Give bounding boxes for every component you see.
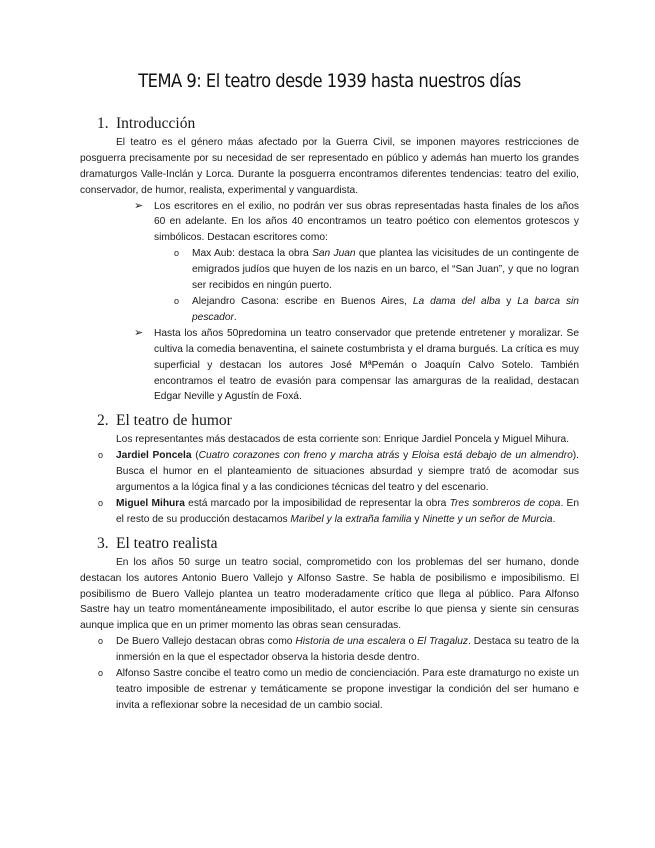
casona-work-2: La barca sin pescador (192, 295, 579, 323)
section-number: 1. (97, 114, 109, 132)
conservative-list-item (80, 326, 579, 406)
jardiel-rest: ). Busca el humor en el planteamiento de situaciones absurdad y siempre trató de acomodar sus argumentos a la lógica final y a las condiciones técnicas del teatro y del escenario. (116, 450, 579, 494)
intro-paragraph: El teatro es el género máas afectado por la Guerra Civil, se imponen mayores restricciones de posguerra precisamente por su necesidad de ser representado en público y además han muerto los grandes dramaturgos Valle-Inclán y Lorca. Durante la posguerra encontramos diferentes tendencias: teatro del exilio, conservador, de humor, realista, experimental y vanguardista. (80, 136, 579, 196)
mihura-item (80, 496, 579, 528)
circle-bullet-icon: o (98, 668, 104, 679)
casona-prefix: Alejandro Casona: escribe en Buenos Aires, (192, 295, 413, 307)
buero-suffix: . Destaca su teatro de la inmersión en la que el espectador observa la historia desde dentro. (116, 636, 579, 664)
exile-text: Los escritores en el exilio, no podrán ver sus obras representadas hasta finales de los años 60 en adelante. En los años 40 encontramos un teatro poético con elementos grotescos y simbólicos. Destacan escritores como: (154, 200, 579, 244)
buero-work-2: El Tragaluz (417, 636, 469, 648)
jardiel-open: ( (191, 450, 199, 462)
max-aub-item (80, 246, 579, 294)
mihura-work-2: Maribel y la extraña familia (290, 513, 412, 525)
realista-intro-paragraph: En los años 50 surge un teatro social, comprometido con los problemas del ser humano, donde destacan los autores Antonio Buero Vallejo y Alfonso Sastre. Se habla de posibilismo e imposibilismo. El posibilismo de Buero Vallejo plantea un teatro moderadamente crítico que llega al público. Para Alfonso Sastre hay un teatro momentáneamente imposibilitado, el autor escribe lo que piensa y siente sin censuras aunque implica que en un primer momento las obras sean censuradas. (80, 556, 579, 632)
exile-list-item (80, 199, 579, 247)
mihura-sep: y (411, 513, 423, 525)
mihura-text-1: está marcado por la imposibilidad de representar la obra (184, 497, 450, 509)
buero-item (80, 634, 579, 666)
mihura-work-1: Tres sombreros de copa (449, 497, 561, 509)
section-heading-humor (97, 411, 579, 430)
jardiel-work-2: Eloisa está debajo de un almendro (411, 450, 573, 462)
circle-bullet-icon: o (174, 248, 180, 259)
section-title: El teatro realista (116, 534, 218, 552)
arrow-bullet-icon: ➢ (134, 199, 144, 212)
humor-intro-paragraph: Los representantes más destacados de esta corriente son: Enrique Jardiel Poncela y Miguel Mihura. (116, 434, 570, 446)
circle-bullet-icon: o (98, 636, 104, 647)
section-number: 3. (97, 534, 109, 552)
arrow-bullet-icon: ➢ (134, 326, 144, 339)
mihura-name: Miguel Mihura (116, 497, 185, 509)
aub-work-title: San Juan (312, 248, 356, 260)
mihura-work-3: Ninette y un señor de Murcia (422, 513, 553, 525)
mihura-end: . (552, 513, 556, 525)
jardiel-sep: y (399, 450, 412, 462)
casona-item (80, 294, 579, 326)
buero-work-1: Historia de una escalera (295, 636, 406, 648)
buero-prefix: De Buero Vallejo destacan obras como (116, 636, 296, 648)
sastre-item (80, 666, 579, 714)
circle-bullet-icon: o (98, 450, 104, 461)
section-heading-realista (97, 534, 579, 553)
casona-work-1: La dama del alba (412, 295, 501, 307)
casona-sep: y (500, 295, 518, 307)
sastre-text: Alfonso Sastre concibe el teatro como un medio de concienciación. Para este dramaturgo no existe un teatro imposible de estrenar y temáticamente se propone investigar la condición del ser humano e invita a reflexionar sobre la necesidad de un cambio social. (116, 668, 579, 711)
section-heading-introduccion (97, 114, 579, 133)
circle-bullet-icon: o (174, 295, 180, 306)
conservative-text: Hasta los años 50predomina un teatro conservador que pretende entretener y moralizar. Se cultiva la comedia benaventina, el sainete costumbrista y el drama burgués. La crítica es muy superficial y destacan los autores José MªPemán o Joaquín Calvo Sotelo. También encontramos el teatro de evasión para compensar las amarguras de la realidad, destacan Edgar Neville y Agustín de Foxá. (154, 327, 579, 403)
jardiel-item (80, 448, 579, 496)
section-title: Introducción (116, 114, 196, 132)
aub-prefix: Max Aub: destaca la obra (192, 248, 313, 260)
page-title: TEMA 9: El teatro desde 1939 hasta nuestros días (138, 70, 521, 92)
section-number: 2. (97, 412, 109, 430)
buero-sep: o (405, 636, 418, 648)
aub-suffix: que plantea las vicisitudes de un contingente de emigrados judíos que huyen de los nazis en un barco, el “San Juan”, y que no logran ser recibidos en ningún puerto. (192, 248, 579, 292)
jardiel-work-1: Cuatro corazones con freno y marcha atrás (198, 450, 400, 462)
jardiel-name: Jardiel Poncela (116, 450, 192, 462)
casona-suffix: . (233, 311, 237, 323)
mihura-text-2: . En el resto de su producción destacamos (116, 497, 580, 525)
section-title: El teatro de humor (116, 412, 232, 430)
circle-bullet-icon: o (98, 497, 104, 508)
